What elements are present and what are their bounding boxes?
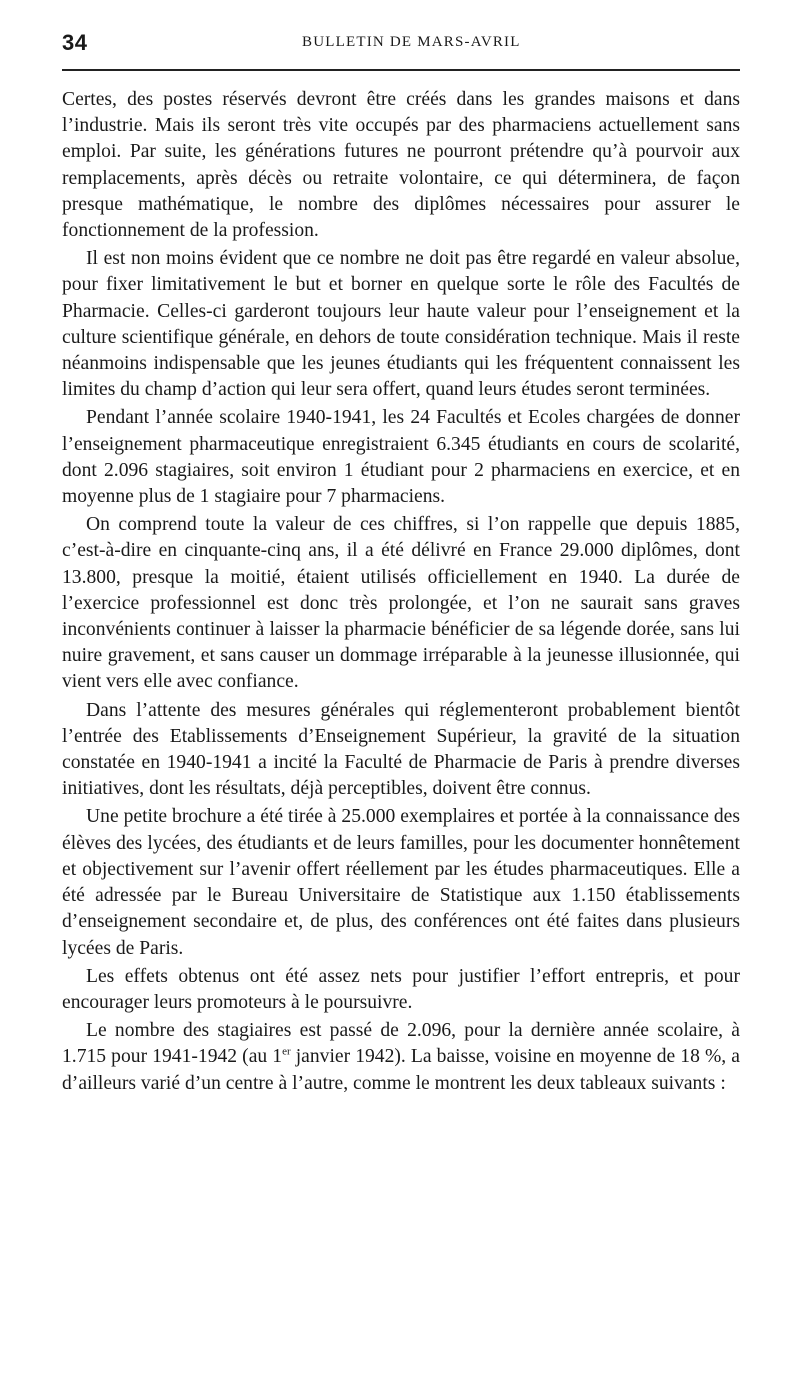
paragraph-text: Le nombre des stagiaires est passé de 2.096, pour la dernière année scolaire, à 1.715 pour 1941-1942 (au 1 [62, 1020, 740, 1068]
paragraph: Il est non moins évident que ce nombre ne doit pas être regardé en valeur absolue, pour fixer limitativement le but et borner en quelque sorte le rôle des Facultés de Pharmacie. Celles-ci garderont toujours leur haute valeur pour l’enseignement et la culture scientifique générale, en dehors de toute considération technique. Mais il reste néanmoins indispensable que les jeunes étudiants qui les fréquentent connaissent les limites du champ d’action qui leur sera offert, quand leurs études seront terminées. [62, 248, 740, 401]
paragraph: Les effets obtenus ont été assez nets pour justifier l’effort entrepris, et pour encourager leurs promoteurs à le poursuivre. [62, 965, 740, 1013]
paragraph-text: janvier 1942). La baisse, voisine en moyenne de 18 %, a d’ailleurs varié d’un centre à l’autre, comme le montrent les deux tableaux suivants : [62, 1046, 740, 1094]
paragraph: Une petite brochure a été tirée à 25.000 exemplaires et portée à la connaissance des élèves des lycées, des étudiants et de leurs familles, pour les documenter honnêtement et objectivement sur l’avenir offert réellement par les études pharmaceutiques. Elle a été adressée par le Bureau Universitaire de Statistique aux 1.150 établissements d’enseignement secondaire et, de plus, des conférences ont été faites dans plusieurs lycées de Paris. [62, 806, 740, 959]
body-text [62, 87, 740, 1099]
page-number: 34 [62, 30, 88, 55]
paragraph: Dans l’attente des mesures générales qui réglementeront probablement bientôt l’entrée des Etablissements d’Enseignement Supérieur, la gravité de la situation constatée en 1940-1941 a incité la Faculté de Pharmacie de Paris à prendre diverses initiatives, dont les résultats, déjà perceptibles, doivent être connus. [62, 699, 740, 800]
paragraph: Certes, des postes réservés devront être créés dans les grandes maisons et dans l’industrie. Mais ils seront très vite occupés par des pharmaciens actuellement sans emploi. Par suite, les générations futures ne pourront prétendre qu’à pourvoir aux remplacements, après décès ou retraite volontaire, ce qui déterminera, de façon presque mathématique, le nombre des diplômes nécessaires pour assurer le fonctionnement de la profession. [62, 89, 740, 242]
running-title: BULLETIN DE MARS-AVRIL [302, 34, 521, 50]
ordinal-superscript: er [282, 1045, 291, 1058]
header-rule [62, 69, 740, 71]
paragraph: Pendant l’année scolaire 1940-1941, les 24 Facultés et Ecoles chargées de donner l’enseignement pharmaceutique enregistraient 6.345 étudiants en cours de scolarité, dont 2.096 stagiaires, soit environ 1 étudiant pour 2 pharmaciens en exercice, et en moyenne plus de 1 stagiaire pour 7 pharmaciens. [62, 407, 740, 508]
page-header [62, 30, 740, 58]
paragraph: On comprend toute la valeur de ces chiffres, si l’on rappelle que depuis 1885, c’est-à-dire en cinquante-cinq ans, il a été délivré en France 29.000 diplômes, dont 13.800, presque la moitié, étaient utilisés officiellement en 1940. La durée de l’exercice professionnel est donc très prolongée, et l’on ne saurait sans graves inconvénients continuer à laisser la pharmacie bénéficier de sa légende dorée, sans lui nuire gravement, et sans causer un dommage irréparable à la jeunesse illusionnée, qui vient vers elle avec confiance. [62, 514, 740, 693]
paragraph [62, 1018, 740, 1097]
